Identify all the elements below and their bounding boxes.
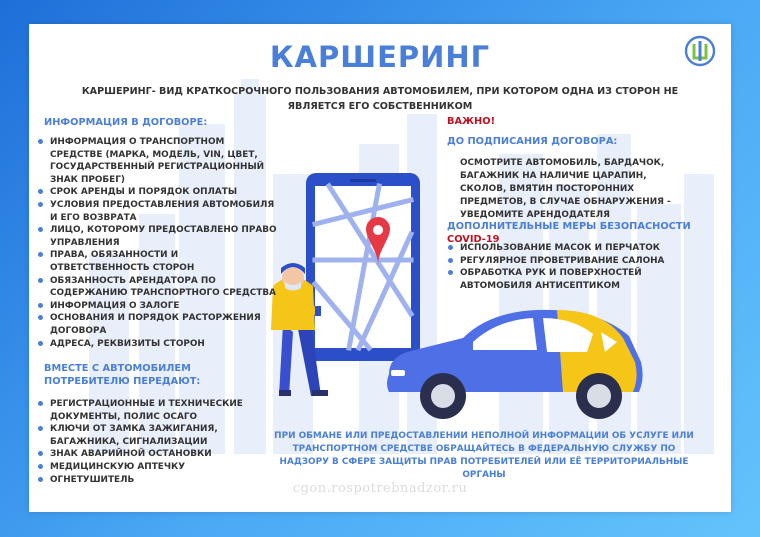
list-item: ОСНОВАНИЯ И ПОРЯДОК РАСТОРЖЕНИЯ ДОГОВОРА	[37, 312, 277, 337]
smartphone-map-icon	[306, 173, 420, 361]
list-item: КЛЮЧИ ОТ ЗАМКА ЗАЖИГАНИЯ, БАГАЖНИКА, СИГНАЛИЗАЦИИ	[37, 423, 277, 448]
before-signing-heading: ДО ПОДПИСАНИЯ ДОГОВОРА:	[447, 136, 618, 147]
before-signing-text: ОСМОТРИТЕ АВТОМОБИЛЬ, БАРДАЧОК, БАГАЖНИК НА НАЛИЧИЕ ЦАРАПИН, СКОЛОВ, ВМЯТИН ПОСТОРОННИХ ПРЕДМЕТОВ, В СЛУЧАЕ ОБНАРУЖЕНИЯ - УВЕДОМИТЕ АРЕНДОДАТЕЛЯ	[460, 158, 671, 220]
list-item: РЕГИСТРАЦИОННЫЕ И ТЕХНИЧЕСКИЕ ДОКУМЕНТЫ, ПОЛИС ОСАГО	[37, 398, 277, 423]
handover-list	[37, 398, 277, 486]
car-illustration	[387, 310, 643, 419]
poster	[29, 24, 731, 512]
footer-url: cgon.rospotrebnadzor.ru	[292, 481, 468, 496]
rospotrebnadzor-logo-icon	[684, 35, 716, 67]
list-item: ИНФОРМАЦИЯ О ТРАНСПОРТНОМ СРЕДСТВЕ (МАРКА, МОДЕЛЬ, VIN, ЦВЕТ, ГОСУДАРСТВЕННЫЙ РЕГИСТРАЦИОННЫЙ ЗНАК ПРОБЕГ)	[37, 136, 277, 186]
list-item: СРОК АРЕНДЫ И ПОРЯДОК ОПЛАТЫ	[37, 186, 277, 199]
list-item: ЗНАК АВАРИЙНОЙ ОСТАНОВКИ	[37, 448, 277, 461]
list-item: АДРЕСА, РЕКВИЗИТЫ СТОРОН	[37, 338, 277, 351]
safety-heading-text: ДОПОЛНИТЕЛЬНЫЕ МЕРЫ БЕЗОПАСНОСТИ	[447, 221, 691, 232]
list-item: ИСПОЛЬЗОВАНИЕ МАСОК И ПЕРЧАТОК	[447, 242, 709, 255]
list-item: ОГНЕТУШИТЕЛЬ	[37, 474, 277, 487]
important-label: ВАЖНО!	[447, 116, 496, 127]
safety-list	[447, 242, 709, 292]
complaint-note: ПРИ ОБМАНЕ ИЛИ ПРЕДОСТАВЛЕНИИ НЕПОЛНОЙ ИНФОРМАЦИИ ОБ УСЛУГЕ ИЛИ ТРАНСПОРТНОМ СРЕДСТВЕ ОБРАЩАЙТЕСЬ В ФЕДЕРАЛЬНУЮ СЛУЖБУ ПО НАДЗОРУ В СФЕРЕ ЗАЩИТЫ ПРАВ ПОТРЕБИТЕЛЕЙ ИЛИ ЕЁ ТЕРРИТОРИАЛЬНЫЕ ОРГАНЫ	[274, 431, 694, 480]
list-item: ЛИЦО, КОТОРОМУ ПРЕДОСТАВЛЕНО ПРАВО УПРАВЛЕНИЯ	[37, 224, 277, 249]
covid-highlight: COVID-19	[447, 234, 500, 245]
list-item: УСЛОВИЯ ПРЕДОСТАВЛЕНИЯ АВТОМОБИЛЯ И ЕГО ВОЗВРАТА	[37, 199, 277, 224]
list-item: МЕДИЦИНСКУЮ АПТЕЧКУ	[37, 461, 277, 474]
page-title: КАРШЕРИНГ	[269, 40, 491, 74]
definition-subtitle: КАРШЕРИНГ- ВИД КРАТКОСРОЧНОГО ПОЛЬЗОВАНИЯ АВТОМОБИЛЕМ, ПРИ КОТОРОМ ОДНА ИЗ СТОРОН НЕ ЯВЛЯЕТСЯ ЕГО СОБСТВЕННИКОМ	[81, 86, 679, 112]
contract-list	[37, 136, 277, 350]
contract-heading: ИНФОРМАЦИЯ В ДОГОВОРЕ:	[44, 117, 208, 128]
handover-heading: ВМЕСТЕ С АВТОМОБИЛЕМ ПОТРЕБИТЕЛЮ ПЕРЕДАЮТ:	[44, 363, 201, 387]
list-item: РЕГУЛЯРНОЕ ПРОВЕТРИВАНИЕ САЛОНА	[447, 255, 709, 268]
list-item: ПРАВА, ОБЯЗАННОСТИ И ОТВЕТСТВЕННОСТЬ СТОРОН	[37, 249, 277, 274]
list-item: ОБЯЗАННОСТЬ АРЕНДАТОРА ПО СОДЕРЖАНИЮ ТРАНСПОРТНОГО СРЕДСТВА	[37, 275, 277, 300]
list-item: ИНФОРМАЦИЯ О ЗАЛОГЕ	[37, 300, 277, 313]
list-item: ОБРАБОТКА РУК И ПОВЕРХНОСТЕЙ АВТОМОБИЛЯ АНТИСЕПТИКОМ	[447, 267, 709, 292]
